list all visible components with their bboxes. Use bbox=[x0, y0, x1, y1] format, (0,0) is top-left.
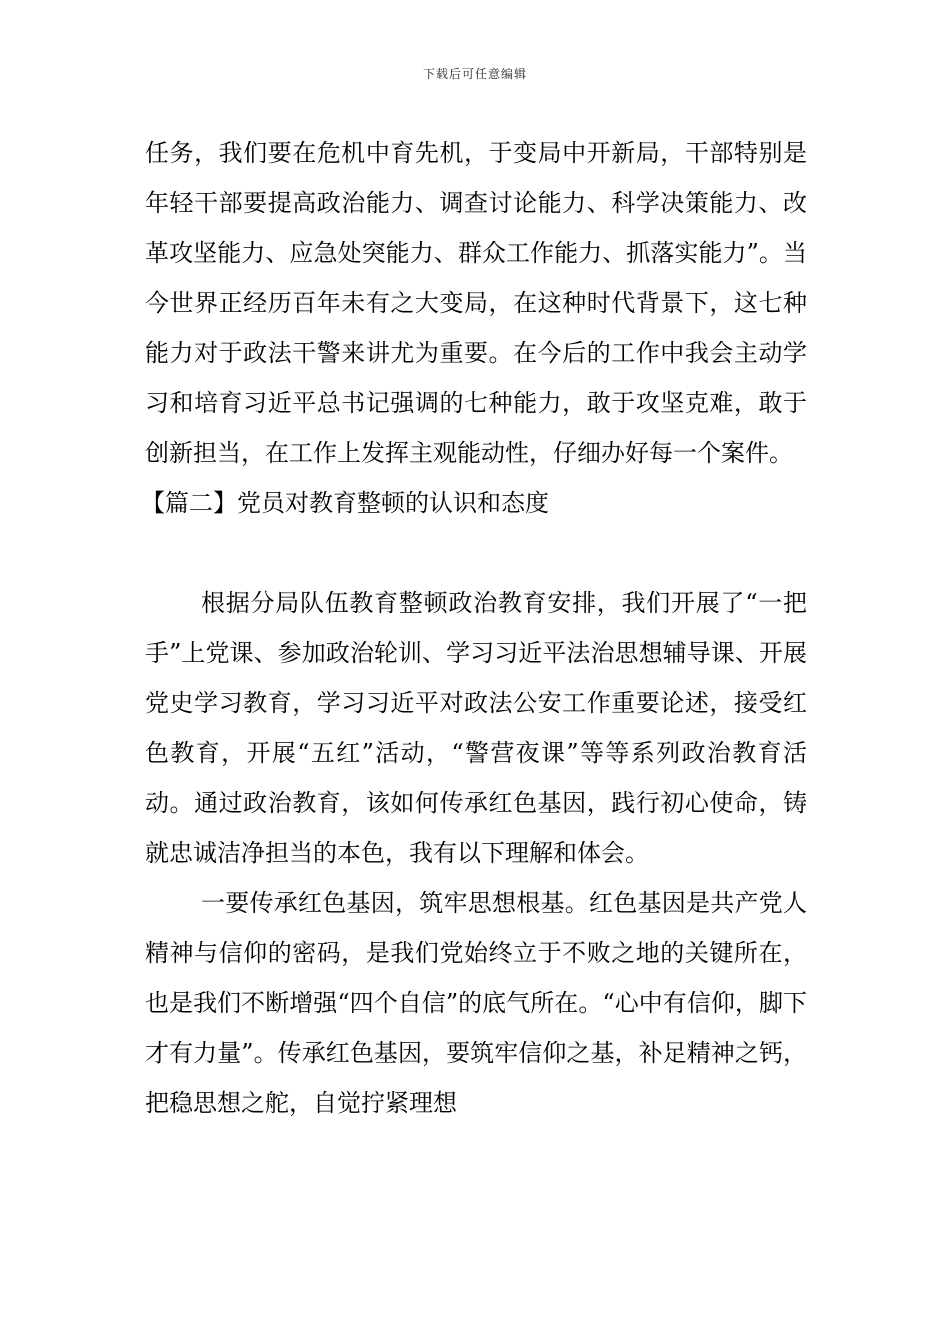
page-header: 下载后可任意编辑 bbox=[422, 67, 527, 81]
blank-line bbox=[145, 528, 807, 578]
paragraph-point-one: 一要传承红色基因，筑牢思想根基。红色基因是共产党人精神与信仰的密码，是我们党始终立于不败之地的关键所在，也是我们不断增强“四个自信”的底气所在。“心中有信仰，脚下才有力量”。传承红色基因，要筑牢信仰之基，补足精神之钙，把稳思想之舵，自觉拧紧理想 bbox=[145, 889, 807, 1117]
paragraph-intro: 根据分局队伍教育整顿政治教育安排，我们开展了“一把手”上党课、参加政治轮训、学习习近平法治思想辅导课、开展党史学习教育，学习习近平对政法公安工作重要论述，接受红色教育，开展“五红”活动，“警营夜课”等等系列政治教育活动。通过政治教育，该如何传承红色基因，践行初心使命，铸就忠诚洁净担当的本色，我有以下理解和体会。 bbox=[145, 589, 807, 867]
document-body bbox=[141, 128, 807, 1128]
section-title: 【篇二】党员对教育整顿的认识和态度 bbox=[141, 489, 549, 517]
paragraph-continuation: 任务，我们要在危机中育先机，于变局中开新局，干部特别是年轻干部要提高政治能力、调查讨论能力、科学决策能力、改革攻坚能力、应急处突能力、群众工作能力、抓落实能力”。当今世界正经历百年未有之大变局，在这种时代背景下，这七种能力对于政法干警来讲尤为重要。在今后的工作中我会主动学习和培育习近平总书记强调的七种能力，敢于攻坚克难，敢于创新担当，在工作上发挥主观能动性，仔细办好每一个案件。 bbox=[145, 139, 807, 467]
